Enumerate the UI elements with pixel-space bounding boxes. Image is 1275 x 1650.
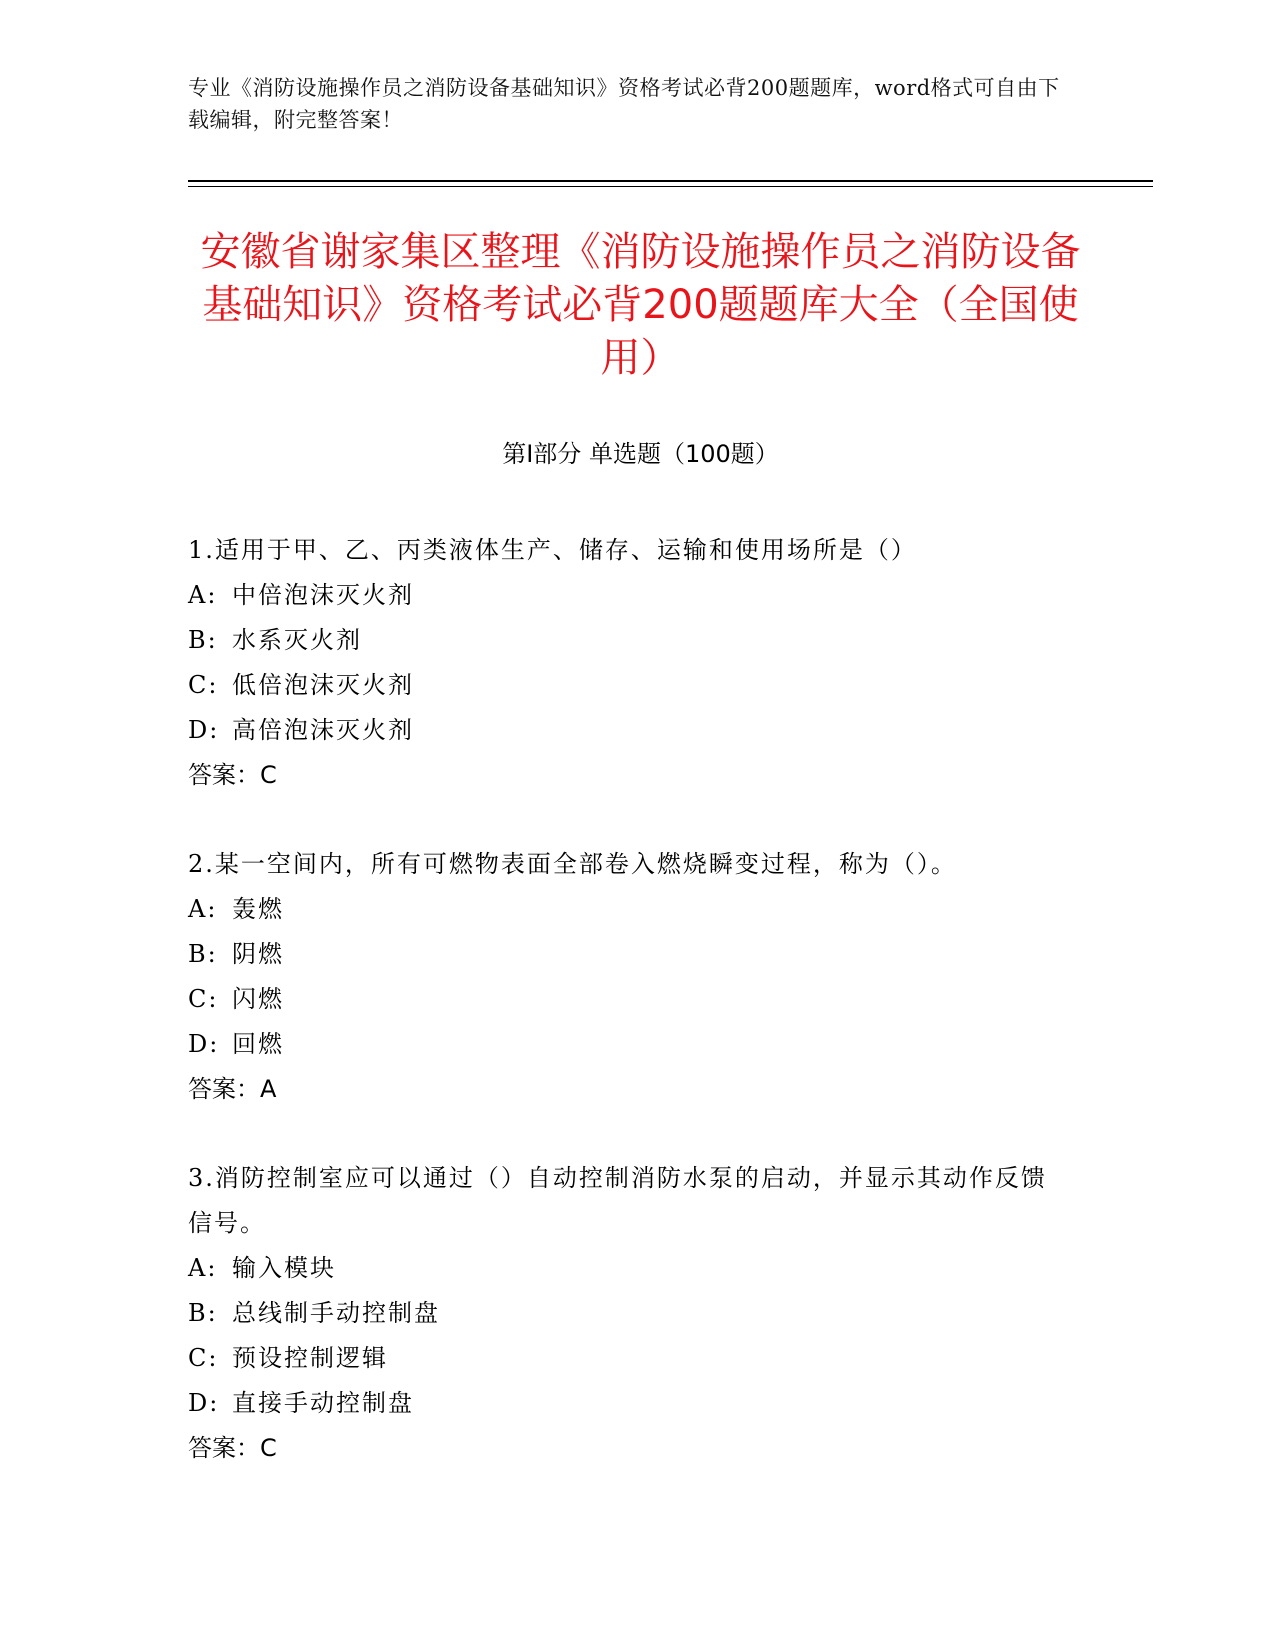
option-text: 回燃: [232, 1030, 284, 1058]
option-d: [188, 1381, 1068, 1426]
document-title: 安徽省谢家集区整理《消防设施操作员之消防设备基础知识》资格考试必背200题题库大全（全国使用）: [200, 229, 1081, 381]
option-text: 总线制手动控制盘: [232, 1299, 440, 1327]
option-c: [188, 1336, 1068, 1381]
option-text: 闪燃: [232, 985, 284, 1013]
option-text: 阴燃: [232, 940, 284, 968]
option-d: [188, 1022, 1068, 1067]
answer-line: 答案：A: [188, 1075, 277, 1103]
header-divider-thick: [188, 180, 1153, 182]
question-item: [188, 528, 1068, 798]
option-key: D:: [188, 1389, 220, 1417]
question-item: [188, 1156, 1068, 1471]
option-c: [188, 663, 1068, 708]
option-key: D:: [188, 716, 220, 744]
option-b: [188, 932, 1068, 977]
header-divider-thin: [188, 186, 1153, 187]
option-text: 水系灭火剂: [232, 626, 362, 654]
option-key: C:: [188, 671, 219, 699]
option-d: [188, 708, 1068, 753]
question-stem: 1.适用于甲、乙、丙类液体生产、储存、运输和使用场所是（）: [188, 536, 917, 564]
option-text: 预设控制逻辑: [232, 1344, 388, 1372]
option-key: D:: [188, 1030, 220, 1058]
option-text: 高倍泡沫灭火剂: [232, 716, 414, 744]
option-key: C:: [188, 985, 219, 1013]
answer-line: 答案：C: [188, 1434, 277, 1462]
option-key: A:: [188, 581, 218, 609]
option-text: 轰燃: [232, 895, 284, 923]
option-key: A:: [188, 895, 218, 923]
question-stem: 3.消防控制室应可以通过（）自动控制消防水泵的启动，并显示其动作反馈信号。: [188, 1164, 1047, 1237]
option-a: [188, 887, 1068, 932]
option-text: 输入模块: [232, 1254, 336, 1282]
option-text: 低倍泡沫灭火剂: [232, 671, 414, 699]
option-key: B:: [188, 940, 218, 968]
option-key: B:: [188, 626, 218, 654]
answer-line: 答案：C: [188, 761, 277, 789]
question-item: [188, 842, 1068, 1112]
section-title: 第Ⅰ部分 单选题（100题）: [502, 440, 779, 468]
option-a: [188, 573, 1068, 618]
option-a: [188, 1246, 1068, 1291]
option-b: [188, 1291, 1068, 1336]
option-key: A:: [188, 1254, 218, 1282]
question-list: [188, 528, 1068, 1515]
question-stem: 2.某一空间内，所有可燃物表面全部卷入燃烧瞬变过程，称为（）。: [188, 850, 957, 878]
option-b: [188, 618, 1068, 663]
option-key: C:: [188, 1344, 219, 1372]
option-text: 中倍泡沫灭火剂: [232, 581, 414, 609]
option-key: B:: [188, 1299, 218, 1327]
header-note: 专业《消防设施操作员之消防设备基础知识》资格考试必背200题题库，word格式可自由下载编辑，附完整答案！: [188, 76, 1060, 132]
option-text: 直接手动控制盘: [232, 1389, 414, 1417]
option-c: [188, 977, 1068, 1022]
